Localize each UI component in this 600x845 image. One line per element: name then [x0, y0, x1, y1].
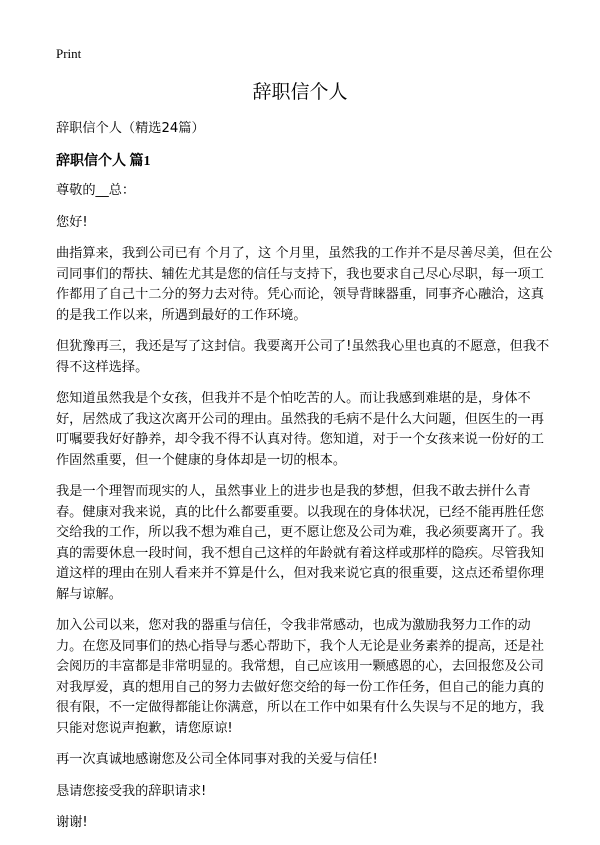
paragraph: 加入公司以来，您对我的器重与信任，令我非常感动，也成为激励我努力工作的动力。在您及同事们的热心指导与悉心帮助下，我个人无论是业务素养的提高，还是社会阅历的丰富都是非常明显的。我常想，自己应该用一颗感恩的心，去回报您及公司对我厚爱，真的想用自己的努力去做好您交给的每一份工作任务，但自己的能力真的很有限，不一定做得都能让你满意，所以在工作中如果有什么失误与不足的地方，我只能对您说声抱歉，请您原谅!	[56, 618, 544, 736]
section-heading: 辞职信个人 篇1	[56, 153, 151, 169]
closing: 谢谢!	[56, 815, 88, 830]
paragraph: 我是一个理智而现实的人，虽然事业上的进步也是我的梦想，但我不敢去拼什么青春。健康对我来说，真的比什么都要重要。以我现在的身体状况，已经不能再胜任您交给我的工作，所以我不想为难自己，更不愿让您及公司为难，我必须要离开了。我真的需要休息一段时间，我不想自己这样的年龄就有着这样或那样的隐疾。尽管我知道这样的理由在别人看来并不算是什么，但对我来说它真的很重要，这点还希望你理解与谅解。	[56, 484, 544, 602]
greeting: 您好!	[56, 214, 88, 230]
paragraph: 曲指算来，我到公司已有 个月了，这 个月里，虽然我的工作并不是尽善尽美，但在公司同事们的帮扶、辅佐尤其是您的信任与支持下，我也要求自己尽心尽职，每一项工作都用了自己十二分的努力去对待。凭心而论，领导背睐器重，同事齐心融洽，这真的是我工作以来，所遇到最好的工作环境。	[56, 246, 553, 323]
salutation: 尊敬的__总：	[56, 183, 136, 198]
document-body	[56, 119, 554, 845]
paragraph: 但犹豫再三，我还是写了这封信。我要离开公司了!虽然我心里也真的不愿意，但我不得不这样选择。	[56, 339, 550, 375]
print-link[interactable]: Print	[56, 46, 82, 61]
paragraph: 再一次真诚地感谢您及公司全体同事对我的关爱与信任!	[56, 752, 378, 767]
document-subtitle: 辞职信个人（精选24篇）	[56, 121, 205, 136]
paragraph: 您知道虽然我是个女孩，但我并不是个怕吃苦的人。而让我感到难堪的是，身体不好，居然成了我这次离开公司的理由。虽然我的毛病不是什么大问题，但医生的一再叮嘱要我好好静养，却令我不得不认真对待。您知道，对于一个女孩来说一份好的工作固然重要，但一个健康的身体却是一切的根本。	[56, 391, 544, 468]
page-title: 辞职信个人	[252, 81, 348, 103]
paragraph: 恳请您接受我的辞职请求!	[56, 783, 207, 799]
